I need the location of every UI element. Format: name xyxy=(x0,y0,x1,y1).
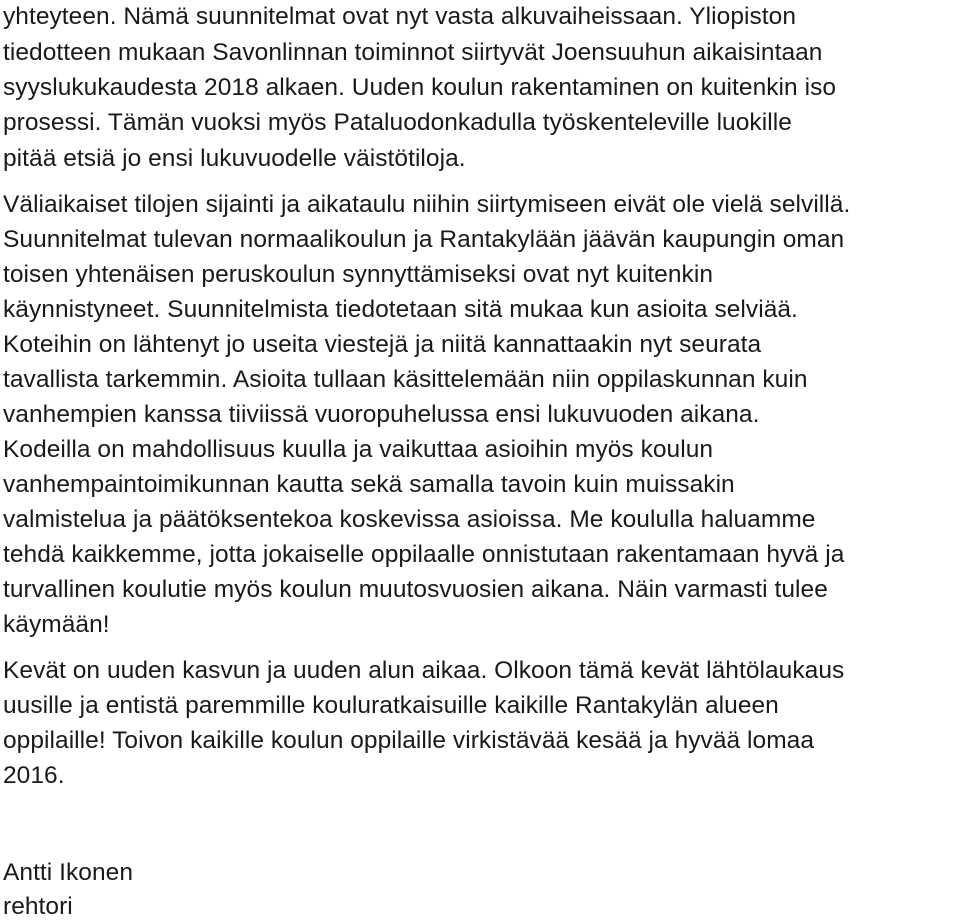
text-line: käynnistyneet. Suunnitelmista tiedotetaan sitä mukaa kun asioita selviää. xyxy=(3,296,798,323)
text-line: syyslukukaudesta 2018 alkaen. Uuden koulun rakentaminen on kuitenkin iso xyxy=(3,74,837,101)
text-line: turvallinen koulutie myös koulun muutosvuosien aikana. Näin varmasti tulee xyxy=(3,576,828,603)
text-line: tehdä kaikkemme, jotta jokaiselle oppilaalle onnistutaan rakentamaan hyvä ja xyxy=(3,541,845,568)
signature-title: rehtori xyxy=(3,893,73,920)
text-line: Suunnitelmat tulevan normaalikoulun ja Rantakylään jäävän kaupungin oman xyxy=(3,226,845,253)
text-line: uusille ja entistä paremmille kouluratkaisuille kaikille Rantakylän alueen xyxy=(3,692,779,719)
text-line: vanhempien kanssa tiiviissä vuoropuhelussa ensi lukuvuoden aikana. xyxy=(3,401,760,428)
text-line: prosessi. Tämän vuoksi myös Pataluodonkadulla työskenteleville luokille xyxy=(3,109,792,136)
text-line: käymään! xyxy=(3,611,110,638)
text-line: toisen yhtenäisen peruskoulun synnyttämiseksi ovat nyt kuitenkin xyxy=(3,261,714,288)
text-line: Koteihin on lähtenyt jo useita viestejä ja niitä kannattaakin nyt seurata xyxy=(3,331,762,358)
text-line: Väliaikaiset tilojen sijainti ja aikataulu niihin siirtymiseen eivät ole vielä selvillä. xyxy=(3,191,851,218)
text-line: pitää etsiä jo ensi lukuvuodelle väistötiloja. xyxy=(3,145,466,172)
text-line: valmistelua ja päätöksentekoa koskevissa asioissa. Me koululla haluamme xyxy=(3,506,816,533)
text-line: vanhempaintoimikunnan kautta sekä samalla tavoin kuin muissakin xyxy=(3,471,735,498)
signature-name: Antti Ikonen xyxy=(3,859,133,886)
text-line: 2016. xyxy=(3,762,65,789)
text-line: Kevät on uuden kasvun ja uuden alun aikaa. Olkoon tämä kevät lähtölaukaus xyxy=(3,657,845,684)
text-line: tavallista tarkemmin. Asioita tullaan käsittelemään niin oppilaskunnan kuin xyxy=(3,366,808,393)
text-line: Kodeilla on mahdollisuus kuulla ja vaikuttaa asioihin myös koulun xyxy=(3,436,714,463)
text-line: yhteyteen. Nämä suunnitelmat ovat nyt vasta alkuvaiheissaan. Yliopiston xyxy=(3,3,796,30)
text-line: oppilaille! Toivon kaikille koulun oppilaille virkistävää kesää ja hyvää lomaa xyxy=(3,727,815,754)
text-line: tiedotteen mukaan Savonlinnan toiminnot siirtyvät Joensuuhun aikaisintaan xyxy=(3,39,823,66)
